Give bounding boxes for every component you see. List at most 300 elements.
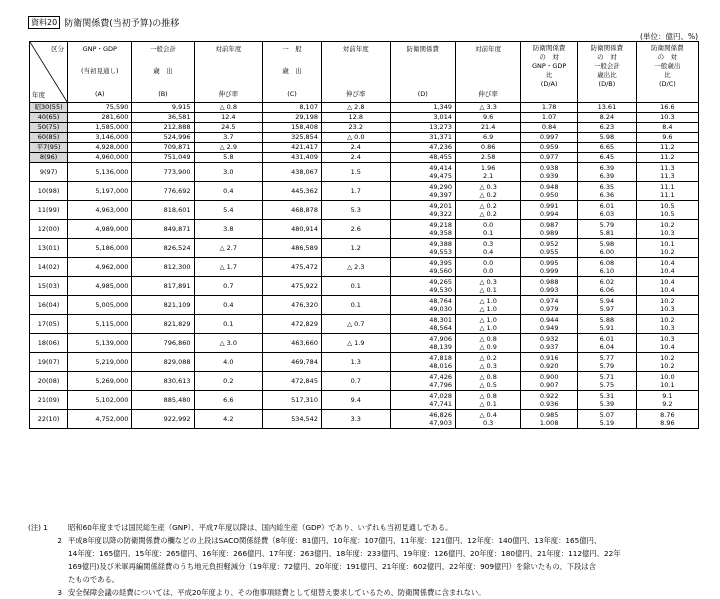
ratio-general-account-cell-line: 5.39: [599, 400, 615, 408]
defense-cell-line: 49,475: [429, 172, 452, 180]
ratio-general-account-cell: [577, 133, 636, 143]
defense-cell-line: 49,290: [429, 182, 452, 191]
ratio-gnp-cell: [521, 163, 578, 182]
ratio-gnp-cell-line: 0.999: [539, 267, 559, 275]
ratio-general-expenditure-cell-line: 10.3: [660, 113, 675, 122]
general-expenditure-yoy-cell: 2.4: [321, 143, 390, 153]
ratio-general-expenditure-cell-line: 10.2: [660, 248, 675, 256]
ratio-gnp-cell-line: 0.944: [539, 315, 559, 324]
ratio-general-account-cell-line: 6.39: [599, 163, 615, 172]
year-cell: 18(06): [30, 334, 68, 353]
gnp-cell: 4,985,000: [68, 277, 132, 296]
header-ratio-general-account: 防衛関係費 の 対 一般会計 歳出比 (D/B): [577, 42, 636, 103]
defense-yoy-cell-line: △ 0.8: [479, 334, 497, 343]
ratio-gnp-cell: [521, 277, 578, 296]
ratio-general-account-cell: [577, 334, 636, 353]
ratio-general-account-cell-line: 6.04: [599, 343, 615, 351]
defense-yoy-cell: [455, 163, 520, 182]
note-2-line-3: 169億円)及び米軍再編関係経費のうち地元負担軽減分（19年度：72億円、20年度：191億円、21年度：602億円、22年度：909億円）を除いたもの、下段は含: [68, 562, 596, 571]
defense-yoy-cell-line: △ 0.2: [479, 191, 497, 199]
ratio-general-account-cell: [577, 220, 636, 239]
defense-cell: [390, 182, 455, 201]
ratio-general-account-cell-line: 6.08: [599, 258, 615, 267]
ratio-general-expenditure-cell-line: 10.2: [660, 362, 675, 370]
ratio-general-expenditure-cell-line: 10.2: [660, 315, 675, 324]
ratio-general-expenditure-cell-line: 11.3: [660, 172, 675, 180]
ratio-general-account-cell-line: 5.97: [599, 305, 615, 313]
ratio-general-account-cell: [577, 315, 636, 334]
general-account-yoy-cell: 5.8: [194, 153, 263, 163]
ratio-general-expenditure-cell-line: 16.6: [660, 103, 675, 112]
ratio-general-account-cell-line: 5.81: [599, 229, 615, 237]
ratio-gnp-cell: [521, 334, 578, 353]
general-expenditure-yoy-cell: 1.7: [321, 182, 390, 201]
ratio-gnp-cell-line: 0.993: [539, 286, 559, 294]
ratio-gnp-cell: [521, 239, 578, 258]
ratio-general-expenditure-cell-line: 10.3: [660, 334, 675, 343]
year-cell: 60(85): [30, 133, 68, 143]
ratio-gnp-cell-line: 0.955: [539, 248, 559, 256]
note-1-label: (注) 1: [28, 523, 48, 532]
defense-cell-line: 49,395: [429, 258, 452, 267]
gnp-cell: 4,963,000: [68, 201, 132, 220]
ratio-general-expenditure-cell-line: 10.1: [660, 239, 675, 248]
general-expenditure-yoy-cell: 23.2: [321, 123, 390, 133]
gnp-cell: 5,139,000: [68, 334, 132, 353]
defense-cell-line: 48,455: [429, 153, 452, 162]
ratio-general-expenditure-cell: [636, 277, 698, 296]
defense-yoy-cell-line: 0.0: [482, 220, 494, 229]
ratio-gnp-cell-line: 0.920: [539, 362, 559, 370]
general-expenditure-cell: 158,408: [263, 123, 322, 133]
year-cell: 50(75): [30, 123, 68, 133]
defense-cell: [390, 201, 455, 220]
gnp-cell: 5,197,000: [68, 182, 132, 201]
year-cell: 8(96): [30, 153, 68, 163]
general-expenditure-yoy-cell: 1.2: [321, 239, 390, 258]
gnp-cell: 4,960,000: [68, 153, 132, 163]
defense-cell: [390, 153, 455, 163]
defense-cell-line: 49,322: [429, 210, 452, 218]
defense-yoy-cell: [455, 315, 520, 334]
ratio-gnp-cell-line: 0.907: [539, 381, 559, 389]
defense-yoy-cell: [455, 277, 520, 296]
general-account-cell: 821,109: [132, 296, 194, 315]
gnp-cell: 1,585,000: [68, 123, 132, 133]
ratio-general-account-cell-line: 5.79: [599, 362, 615, 370]
defense-cell-line: 49,218: [429, 220, 452, 229]
general-account-cell: 817,891: [132, 277, 194, 296]
general-expenditure-cell: 486,589: [263, 239, 322, 258]
defense-cell-line: 47,818: [429, 353, 452, 362]
ratio-general-expenditure-cell-line: 10.3: [660, 324, 675, 332]
general-expenditure-cell: 476,320: [263, 296, 322, 315]
ratio-general-expenditure-cell-line: 11.1: [660, 191, 675, 199]
ratio-gnp-cell-line: 0.948: [539, 182, 559, 191]
ratio-general-expenditure-cell: [636, 201, 698, 220]
ratio-general-account-cell-line: 5.91: [599, 324, 615, 332]
general-account-cell: 751,049: [132, 153, 194, 163]
defense-cell: [390, 113, 455, 123]
general-expenditure-yoy-cell: 9.4: [321, 391, 390, 410]
ratio-general-account-cell-line: 6.39: [599, 172, 615, 180]
ratio-general-expenditure-cell: [636, 182, 698, 201]
defense-yoy-cell-line: △ 0.3: [479, 182, 497, 191]
general-account-yoy-cell: 24.5: [194, 123, 263, 133]
defense-cell-line: 49,530: [429, 286, 452, 294]
general-expenditure-cell: 463,660: [263, 334, 322, 353]
defense-cell: [390, 277, 455, 296]
general-expenditure-yoy-cell: 5.3: [321, 201, 390, 220]
defense-cell-line: 49,553: [429, 248, 452, 256]
table-row: [30, 220, 699, 239]
defense-yoy-cell-line: △ 1.0: [479, 296, 497, 305]
defense-yoy-cell: [455, 353, 520, 372]
header-general-expenditure: 一 般 歳 出 (C): [263, 42, 322, 103]
defense-cell-line: 47,236: [429, 143, 452, 152]
table-row: [30, 182, 699, 201]
ratio-general-account-cell-line: 6.65: [599, 143, 615, 152]
defense-yoy-cell: [455, 391, 520, 410]
defense-yoy-cell: [455, 220, 520, 239]
general-expenditure-yoy-cell: △ 0.7: [321, 315, 390, 334]
year-cell: 17(05): [30, 315, 68, 334]
general-expenditure-yoy-cell: 12.8: [321, 113, 390, 123]
defense-yoy-cell-line: 21.4: [480, 123, 496, 132]
defense-cell: [390, 103, 455, 113]
defense-cell-line: 49,397: [429, 191, 452, 199]
ratio-gnp-cell-line: 0.988: [539, 277, 559, 286]
defense-yoy-cell: [455, 258, 520, 277]
defense-yoy-cell-line: △ 0.5: [479, 381, 497, 389]
header-gnp: GNP・GDP (当初見通し) (A): [68, 42, 132, 103]
corner-bottom-label: 年度: [32, 90, 45, 99]
unit-label: (単位：億円、%): [640, 32, 698, 41]
year-cell: 10(98): [30, 182, 68, 201]
defense-budget-table: [29, 41, 699, 429]
general-expenditure-yoy-cell: 2.6: [321, 220, 390, 239]
general-account-yoy-cell: 3.8: [194, 220, 263, 239]
general-account-cell: 36,581: [132, 113, 194, 123]
defense-cell-line: 46,826: [429, 410, 452, 419]
ratio-gnp-cell-line: 0.974: [539, 296, 559, 305]
ratio-general-expenditure-cell-line: 11.2: [660, 153, 675, 162]
general-account-cell: 524,996: [132, 133, 194, 143]
ratio-gnp-cell-line: 0.937: [539, 343, 559, 351]
general-expenditure-cell: 475,472: [263, 258, 322, 277]
ratio-gnp-cell: [521, 372, 578, 391]
general-account-cell: 812,300: [132, 258, 194, 277]
defense-yoy-cell-line: △ 1.0: [479, 324, 497, 332]
table-row: [30, 277, 699, 296]
defense-yoy-cell-line: 0.1: [482, 229, 494, 237]
general-expenditure-cell: 472,829: [263, 315, 322, 334]
ratio-gnp-cell-line: 0.916: [539, 353, 559, 362]
ratio-gnp-cell-line: 0.938: [539, 163, 559, 172]
ratio-general-account-cell-line: 6.36: [599, 191, 615, 199]
ratio-gnp-cell: [521, 153, 578, 163]
general-account-yoy-cell: △ 2.9: [194, 143, 263, 153]
defense-cell: [390, 353, 455, 372]
defense-yoy-cell: [455, 143, 520, 153]
table-row: [30, 153, 699, 163]
gnp-cell: 5,005,000: [68, 296, 132, 315]
defense-yoy-cell: [455, 153, 520, 163]
year-cell: 22(10): [30, 410, 68, 429]
ratio-gnp-cell: [521, 113, 578, 123]
defense-yoy-cell-line: 2.58: [480, 153, 496, 162]
corner-cell: [30, 42, 68, 103]
ratio-general-expenditure-cell: [636, 353, 698, 372]
general-account-cell: 796,860: [132, 334, 194, 353]
footnotes: [28, 521, 708, 599]
defense-yoy-cell-line: △ 1.0: [479, 305, 497, 313]
general-expenditure-yoy-cell: 0.1: [321, 277, 390, 296]
ratio-general-expenditure-cell-line: 11.3: [660, 163, 675, 172]
ratio-general-account-cell-line: 5.07: [599, 410, 615, 419]
defense-yoy-cell: [455, 123, 520, 133]
ratio-gnp-cell: [521, 220, 578, 239]
ratio-gnp-cell-line: 0.997: [539, 133, 559, 142]
ratio-general-account-cell-line: 5.98: [599, 239, 615, 248]
general-expenditure-cell: 517,310: [263, 391, 322, 410]
general-account-cell: 821,829: [132, 315, 194, 334]
ratio-general-expenditure-cell-line: 10.4: [660, 258, 675, 267]
ratio-general-expenditure-cell-line: 9.6: [662, 133, 673, 142]
general-expenditure-cell: 469,784: [263, 353, 322, 372]
general-expenditure-yoy-cell: 3.3: [321, 410, 390, 429]
year-cell: 12(00): [30, 220, 68, 239]
ratio-general-account-cell: [577, 258, 636, 277]
defense-yoy-cell-line: △ 0.3: [479, 277, 497, 286]
ratio-gnp-cell: [521, 315, 578, 334]
defense-cell: [390, 372, 455, 391]
ratio-general-account-cell-line: 6.00: [599, 248, 615, 256]
table-row: [30, 334, 699, 353]
ratio-general-expenditure-cell: [636, 163, 698, 182]
defense-cell-line: 3,014: [433, 113, 452, 122]
year-cell: 9(97): [30, 163, 68, 182]
note-1: 昭和60年度までは国民総生産（GNP）、平成7年度以降は、国内総生産（GDP）であり、いずれも当初見通しである。: [68, 523, 453, 532]
general-expenditure-yoy-cell: △ 2.3: [321, 258, 390, 277]
defense-yoy-cell: [455, 239, 520, 258]
general-account-yoy-cell: △ 2.7: [194, 239, 263, 258]
year-cell: 平7(95): [30, 143, 68, 153]
year-cell: 11(99): [30, 201, 68, 220]
ratio-general-account-cell: [577, 113, 636, 123]
general-expenditure-cell: 468,878: [263, 201, 322, 220]
general-expenditure-yoy-cell: 0.7: [321, 372, 390, 391]
gnp-cell: 5,186,000: [68, 239, 132, 258]
general-account-cell: 773,900: [132, 163, 194, 182]
table-row: [30, 103, 699, 113]
ratio-general-account-cell: [577, 277, 636, 296]
defense-cell-line: 13,273: [429, 123, 452, 132]
ratio-gnp-cell-line: 0.995: [539, 258, 559, 267]
defense-cell-line: 47,028: [429, 391, 452, 400]
ratio-general-expenditure-cell: [636, 153, 698, 163]
ratio-general-expenditure-cell: [636, 239, 698, 258]
ratio-general-account-cell-line: 6.45: [599, 153, 615, 162]
table-row: [30, 123, 699, 133]
ratio-gnp-cell-line: 0.952: [539, 239, 559, 248]
general-expenditure-yoy-cell: △ 2.8: [321, 103, 390, 113]
defense-yoy-cell-line: 1.96: [480, 163, 496, 172]
defense-cell-line: 48,139: [429, 343, 452, 351]
year-cell: 16(04): [30, 296, 68, 315]
gnp-cell: 4,989,000: [68, 220, 132, 239]
header-ratio-gnp: 防衛関係費 の 対 GNP・GDP 比 (D/A): [521, 42, 578, 103]
ratio-general-expenditure-cell: [636, 315, 698, 334]
ratio-gnp-cell-line: 0.939: [539, 172, 559, 180]
general-account-yoy-cell: 4.0: [194, 353, 263, 372]
ratio-gnp-cell: [521, 182, 578, 201]
general-account-yoy-cell: 0.1: [194, 315, 263, 334]
ratio-general-account-cell: [577, 143, 636, 153]
defense-cell-line: 48,301: [429, 315, 452, 324]
table-row: [30, 113, 699, 123]
ratio-general-expenditure-cell: [636, 133, 698, 143]
defense-cell: [390, 334, 455, 353]
defense-yoy-cell: [455, 113, 520, 123]
ratio-gnp-cell-line: 0.922: [539, 391, 559, 400]
defense-cell-line: 47,903: [429, 419, 452, 427]
defense-yoy-cell-line: △ 3.3: [479, 103, 497, 112]
ratio-gnp-cell-line: 0.987: [539, 220, 559, 229]
ratio-general-account-cell: [577, 296, 636, 315]
defense-yoy-cell-line: 9.6: [482, 113, 494, 122]
ratio-general-expenditure-cell: [636, 296, 698, 315]
ratio-general-account-cell-line: 13.61: [597, 103, 617, 112]
defense-cell: [390, 315, 455, 334]
ratio-general-account-cell: [577, 391, 636, 410]
defense-cell-line: 48,564: [429, 324, 452, 332]
ratio-general-expenditure-cell-line: 10.5: [660, 210, 675, 218]
table-row: [30, 410, 699, 429]
general-account-yoy-cell: 0.2: [194, 372, 263, 391]
ratio-general-account-cell: [577, 372, 636, 391]
defense-cell: [390, 163, 455, 182]
note-2-label: 2: [57, 536, 62, 545]
ratio-general-account-cell-line: 8.24: [599, 113, 615, 122]
general-expenditure-cell: 8,107: [263, 103, 322, 113]
gnp-cell: 5,115,000: [68, 315, 132, 334]
ratio-general-expenditure-cell-line: 10.3: [660, 229, 675, 237]
ratio-gnp-cell-line: 0.979: [539, 305, 559, 313]
ratio-general-expenditure-cell-line: 9.2: [662, 400, 673, 408]
year-cell: 19(07): [30, 353, 68, 372]
general-expenditure-yoy-cell: △ 1.9: [321, 334, 390, 353]
year-cell: 昭30(55): [30, 103, 68, 113]
defense-yoy-cell-line: 2.1: [482, 172, 494, 180]
ratio-general-account-cell-line: 5.79: [599, 220, 615, 229]
ratio-general-account-cell-line: 6.35: [599, 182, 615, 191]
gnp-cell: 5,219,000: [68, 353, 132, 372]
title-tag: 資料20: [28, 16, 60, 29]
ratio-gnp-cell: [521, 391, 578, 410]
ratio-general-account-cell-line: 6.01: [599, 201, 615, 210]
ratio-general-account-cell-line: 6.03: [599, 210, 615, 218]
year-cell: 15(03): [30, 277, 68, 296]
ratio-general-expenditure-cell: [636, 334, 698, 353]
gnp-cell: 4,962,000: [68, 258, 132, 277]
ratio-general-account-cell-line: 6.23: [599, 123, 615, 132]
ratio-general-expenditure-cell: [636, 372, 698, 391]
defense-cell-line: 49,358: [429, 229, 452, 237]
header-defense: 防衛関係費 (D): [390, 42, 455, 103]
ratio-gnp-cell-line: 0.959: [539, 143, 559, 152]
ratio-gnp-cell-line: 0.932: [539, 334, 559, 343]
general-expenditure-yoy-cell: 1.5: [321, 163, 390, 182]
general-expenditure-yoy-cell: 0.1: [321, 296, 390, 315]
general-expenditure-yoy-cell: △ 0.0: [321, 133, 390, 143]
year-cell: 40(65): [30, 113, 68, 123]
header-general-account-yoy: 対前年度 伸び率: [194, 42, 263, 103]
defense-cell: [390, 239, 455, 258]
defense-yoy-cell-line: △ 0.2: [479, 201, 497, 210]
defense-yoy-cell: [455, 334, 520, 353]
ratio-general-account-cell: [577, 182, 636, 201]
defense-cell-line: 48,764: [429, 296, 452, 305]
note-2-line-2: 14年度：165億円、15年度：265億円、16年度：266億円、17年度：263億円、18年度：233億円、19年度：126億円、20年度：180億円、21年度：112億円、22年: [68, 549, 621, 558]
ratio-gnp-cell-line: 0.949: [539, 324, 559, 332]
table-row: [30, 372, 699, 391]
ratio-gnp-cell-line: 1.78: [541, 103, 557, 112]
general-expenditure-cell: 472,845: [263, 372, 322, 391]
ratio-general-expenditure-cell-line: 10.4: [660, 286, 675, 294]
ratio-gnp-cell: [521, 258, 578, 277]
defense-cell: [390, 220, 455, 239]
ratio-general-account-cell-line: 6.10: [599, 267, 615, 275]
defense-yoy-cell-line: △ 0.9: [479, 343, 497, 351]
ratio-general-expenditure-cell-line: 10.3: [660, 305, 675, 313]
general-account-yoy-cell: △ 0.8: [194, 103, 263, 113]
gnp-cell: 3,146,000: [68, 133, 132, 143]
ratio-general-account-cell-line: 5.71: [599, 372, 615, 381]
general-expenditure-cell: 480,914: [263, 220, 322, 239]
defense-yoy-cell-line: 0.3: [482, 239, 494, 248]
ratio-general-expenditure-cell: [636, 113, 698, 123]
general-account-yoy-cell: 3.7: [194, 133, 263, 143]
general-expenditure-cell: 325,854: [263, 133, 322, 143]
general-expenditure-yoy-cell: 2.4: [321, 153, 390, 163]
ratio-general-expenditure-cell: [636, 123, 698, 133]
ratio-general-account-cell-line: 5.77: [599, 353, 615, 362]
general-account-cell: 776,692: [132, 182, 194, 201]
ratio-general-account-cell-line: 6.01: [599, 334, 615, 343]
general-expenditure-yoy-cell: 1.3: [321, 353, 390, 372]
note-2-line-1: 平成8年度以降の防衛関係費の欄などの上段はSACO関係経費（8年度：81億円、10年度：107億円、11年度：121億円、12年度：140億円、13年度：165億円、: [68, 536, 602, 545]
general-account-yoy-cell: 4.2: [194, 410, 263, 429]
general-account-yoy-cell: 5.4: [194, 201, 263, 220]
ratio-general-account-cell-line: 6.02: [599, 277, 615, 286]
ratio-gnp-cell-line: 1.008: [539, 419, 559, 427]
general-account-yoy-cell: 6.6: [194, 391, 263, 410]
general-expenditure-cell: 431,409: [263, 153, 322, 163]
defense-yoy-cell-line: 0.0: [482, 258, 494, 267]
header-general-expenditure-yoy: 対前年度 伸び率: [321, 42, 390, 103]
defense-yoy-cell-line: △ 0.1: [479, 286, 497, 294]
table-row: [30, 258, 699, 277]
table-row: [30, 201, 699, 220]
ratio-general-account-cell: [577, 410, 636, 429]
ratio-general-expenditure-cell-line: 10.4: [660, 277, 675, 286]
ratio-gnp-cell: [521, 133, 578, 143]
ratio-general-account-cell-line: 5.88: [599, 315, 615, 324]
year-cell: 14(02): [30, 258, 68, 277]
table-row: [30, 391, 699, 410]
general-expenditure-cell: 421,417: [263, 143, 322, 153]
